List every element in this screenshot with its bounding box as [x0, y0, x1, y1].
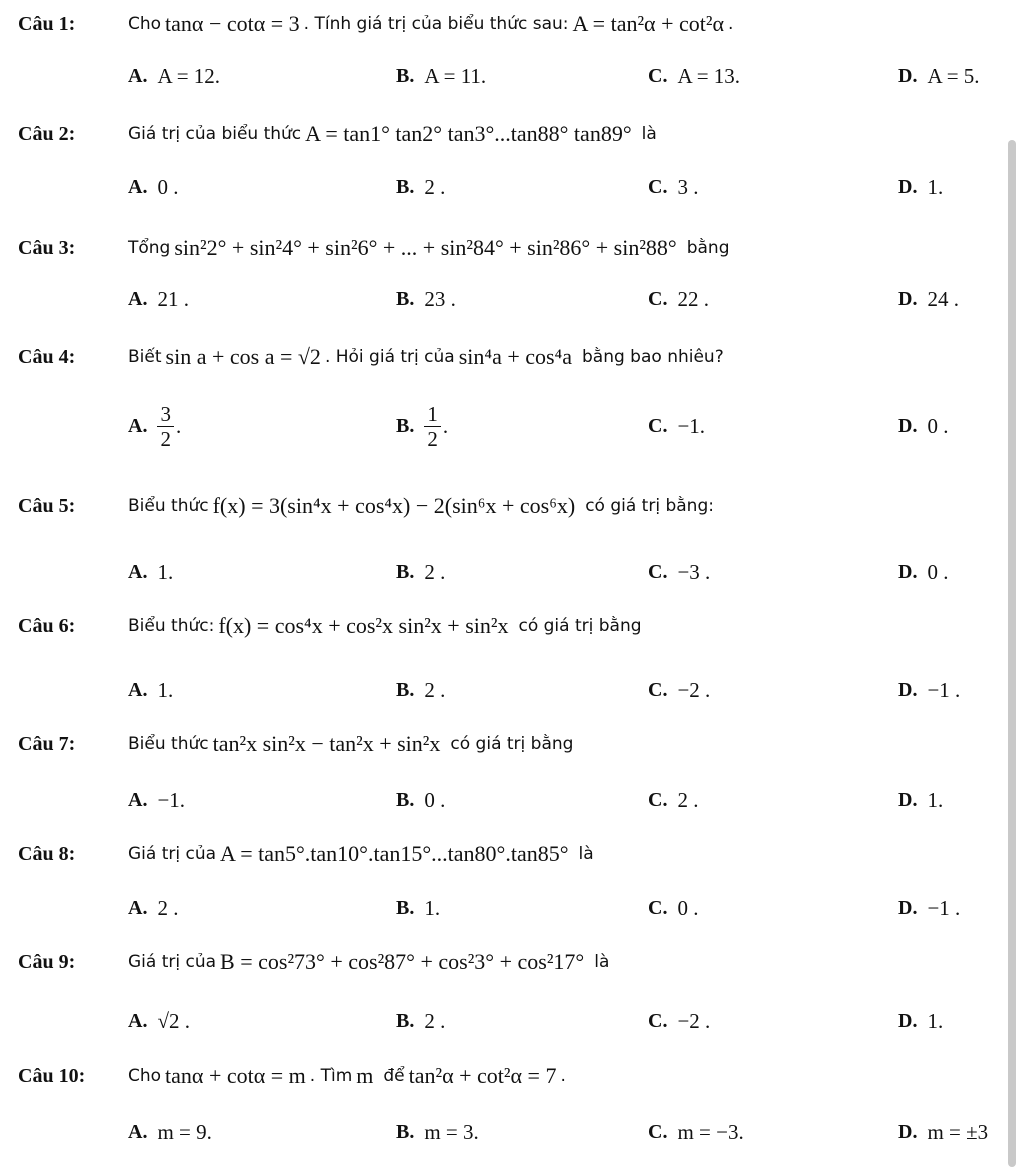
- option-value: m = 3.: [424, 1119, 479, 1144]
- option-b[interactable]: [396, 1001, 445, 1041]
- option-value: 2 .: [424, 1008, 446, 1033]
- question-text: Biểu thức:: [128, 616, 215, 636]
- math-expression: A = tan1° tan2° tan3°...tan88° tan89°: [305, 121, 632, 146]
- question-label: Câu 10:: [18, 1064, 86, 1087]
- option-letter: A.: [128, 678, 148, 701]
- option-a[interactable]: [128, 167, 178, 207]
- option-d[interactable]: [898, 279, 959, 319]
- option-value: m = −3.: [677, 1119, 744, 1144]
- numerator: 1: [424, 402, 441, 427]
- options-row: [0, 279, 1024, 319]
- option-letter: A.: [128, 896, 148, 919]
- question-2: [18, 114, 657, 154]
- option-value: −2 .: [677, 677, 711, 702]
- option-value: 2 .: [424, 677, 446, 702]
- question-label: Câu 9:: [18, 950, 76, 973]
- option-b[interactable]: [396, 670, 445, 710]
- options-row: [0, 1112, 1024, 1152]
- question-text: Biểu thức: [128, 734, 209, 754]
- question-label: Câu 3:: [18, 236, 76, 259]
- option-value: 0 .: [424, 787, 446, 812]
- question-text: Cho: [128, 1066, 162, 1086]
- math-expression: B = cos²73° + cos²87° + cos²3° + cos²17°: [220, 949, 585, 974]
- option-c[interactable]: [648, 670, 710, 710]
- numerator: 3: [157, 402, 174, 427]
- option-value: 3 .: [677, 174, 699, 199]
- question-text: Biết: [128, 347, 162, 367]
- option-c[interactable]: [648, 406, 705, 446]
- option-value: 0 .: [927, 413, 949, 438]
- option-value: 22 .: [677, 286, 709, 311]
- option-letter: C.: [648, 560, 668, 583]
- question-text: là: [594, 952, 610, 972]
- option-c[interactable]: [648, 56, 740, 96]
- option-value: √2 .: [157, 1008, 190, 1033]
- option-letter: B.: [396, 64, 415, 87]
- question-text: là: [641, 124, 657, 144]
- option-value: 23 .: [424, 286, 456, 311]
- question-text: . Tìm: [309, 1066, 353, 1086]
- math-expression: m: [356, 1063, 374, 1088]
- option-d[interactable]: [898, 56, 980, 96]
- option-b[interactable]: [396, 780, 445, 820]
- option-letter: D.: [898, 678, 918, 701]
- option-value: 2 .: [424, 174, 446, 199]
- option-letter: D.: [898, 1009, 918, 1032]
- math-expression: A = tan5°.tan10°.tan15°...tan80°.tan85°: [220, 841, 569, 866]
- option-letter: B.: [396, 896, 415, 919]
- option-letter: B.: [396, 414, 415, 437]
- option-value: 1.: [927, 1008, 944, 1033]
- option-value: 0 .: [157, 174, 179, 199]
- math-expression: tan²α + cot²α = 7: [408, 1063, 557, 1088]
- options-row: [0, 780, 1024, 820]
- option-letter: B.: [396, 788, 415, 811]
- question-text: Cho: [128, 14, 162, 34]
- denominator: 2: [427, 426, 438, 451]
- math-expression: sin a + cos a = √2: [165, 344, 321, 369]
- question-text: bằng bao nhiêu?: [582, 347, 724, 367]
- option-letter: A.: [128, 1009, 148, 1032]
- option-value: A = 5.: [927, 63, 980, 88]
- question-label: Câu 6:: [18, 614, 76, 637]
- option-letter: B.: [396, 175, 415, 198]
- option-c[interactable]: [648, 279, 709, 319]
- question-8: [18, 834, 594, 874]
- option-a[interactable]: [128, 780, 185, 820]
- math-expression: sin⁴a + cos⁴a: [458, 344, 572, 369]
- option-value: 1.: [927, 174, 944, 199]
- question-text: .: [728, 14, 734, 34]
- math-expression: tanα − cotα = 3: [165, 11, 300, 36]
- option-letter: A.: [128, 1120, 148, 1143]
- option-suffix: .: [175, 413, 182, 438]
- option-b[interactable]: [396, 888, 440, 928]
- option-letter: C.: [648, 175, 668, 198]
- option-b[interactable]: [396, 396, 448, 456]
- option-value: −1.: [677, 413, 706, 438]
- option-letter: A.: [128, 287, 148, 310]
- vertical-scrollbar[interactable]: [1008, 140, 1016, 1167]
- math-expression: tan²x sin²x − tan²x + sin²x: [212, 731, 441, 756]
- option-a[interactable]: [128, 1001, 190, 1041]
- option-value: −3 .: [677, 559, 711, 584]
- option-b[interactable]: [396, 56, 486, 96]
- option-value: 24 .: [927, 286, 959, 311]
- option-letter: D.: [898, 287, 918, 310]
- option-c[interactable]: [648, 1001, 710, 1041]
- question-text: Giá trị của: [128, 952, 217, 972]
- option-letter: D.: [898, 788, 918, 811]
- option-letter: D.: [898, 896, 918, 919]
- question-label: Câu 7:: [18, 732, 76, 755]
- option-letter: C.: [648, 287, 668, 310]
- option-letter: B.: [396, 678, 415, 701]
- question-7: [18, 724, 573, 764]
- question-text: Giá trị của: [128, 844, 217, 864]
- option-letter: B.: [396, 560, 415, 583]
- option-a[interactable]: [128, 888, 178, 928]
- math-expression: A = tan²α + cot²α: [572, 11, 724, 36]
- question-text: là: [578, 844, 594, 864]
- option-letter: A.: [128, 64, 148, 87]
- question-label: Câu 1:: [18, 12, 76, 35]
- question-label: Câu 4:: [18, 345, 76, 368]
- fraction: [157, 402, 174, 451]
- option-c[interactable]: [648, 780, 698, 820]
- option-d[interactable]: [898, 167, 943, 207]
- question-text: Biểu thức: [128, 496, 209, 516]
- question-1: [18, 4, 733, 44]
- question-label: Câu 2:: [18, 122, 76, 145]
- question-10: [18, 1056, 566, 1096]
- question-text: Tổng: [128, 238, 171, 258]
- option-value: m = 9.: [157, 1119, 212, 1144]
- option-value: 2 .: [157, 895, 179, 920]
- options-row: [0, 56, 1024, 96]
- question-text: .: [560, 1066, 566, 1086]
- option-value: A = 13.: [677, 63, 741, 88]
- option-value: 1.: [927, 787, 944, 812]
- option-value: A = 11.: [424, 63, 487, 88]
- option-letter: B.: [396, 1120, 415, 1143]
- option-c[interactable]: [648, 552, 710, 592]
- option-b[interactable]: [396, 279, 456, 319]
- option-value: −1 .: [927, 895, 961, 920]
- option-d[interactable]: [898, 780, 943, 820]
- denominator: 2: [160, 426, 171, 451]
- option-d[interactable]: [898, 1001, 943, 1041]
- option-value: −1.: [157, 787, 186, 812]
- option-letter: D.: [898, 414, 918, 437]
- option-letter: A.: [128, 788, 148, 811]
- option-letter: C.: [648, 64, 668, 87]
- options-row: [0, 670, 1024, 710]
- option-c[interactable]: [648, 167, 698, 207]
- option-value: m = ±3: [927, 1119, 989, 1144]
- question-4: [18, 337, 724, 377]
- option-letter: C.: [648, 896, 668, 919]
- question-text: có giá trị bằng: [450, 734, 574, 754]
- option-value: 1.: [157, 559, 174, 584]
- option-value: A = 12.: [157, 63, 221, 88]
- option-letter: C.: [648, 1009, 668, 1032]
- option-c[interactable]: [648, 1112, 744, 1152]
- question-text: . Tính giá trị của biểu thức sau:: [303, 14, 569, 34]
- option-letter: B.: [396, 1009, 415, 1032]
- option-value: 21 .: [157, 286, 189, 311]
- math-expression: f(x) = cos⁴x + cos²x sin²x + sin²x: [218, 613, 509, 638]
- option-letter: C.: [648, 678, 668, 701]
- option-letter: C.: [648, 1120, 668, 1143]
- option-value: 1.: [157, 677, 174, 702]
- options-row: [0, 401, 1024, 451]
- option-a[interactable]: [128, 1112, 212, 1152]
- math-expression: f(x) = 3(sin⁴x + cos⁴x) − 2(sin⁶x + cos⁶x): [212, 493, 576, 518]
- question-label: Câu 5:: [18, 494, 76, 517]
- option-value: 0 .: [927, 559, 949, 584]
- option-d[interactable]: [898, 552, 948, 592]
- option-a[interactable]: [128, 56, 220, 96]
- question-6: [18, 606, 642, 646]
- option-letter: A.: [128, 560, 148, 583]
- question-text: bằng: [686, 238, 730, 258]
- option-value: −1 .: [927, 677, 961, 702]
- option-c[interactable]: [648, 888, 698, 928]
- fraction: [424, 402, 441, 451]
- question-3: [18, 228, 730, 268]
- options-row: [0, 888, 1024, 928]
- question-text: có giá trị bằng: [518, 616, 642, 636]
- question-text: có giá trị bằng:: [585, 496, 714, 516]
- option-value: 2 .: [677, 787, 699, 812]
- option-a[interactable]: [128, 552, 173, 592]
- option-letter: C.: [648, 414, 668, 437]
- question-label: Câu 8:: [18, 842, 76, 865]
- option-a[interactable]: [128, 279, 189, 319]
- question-text: để: [383, 1066, 405, 1086]
- option-value: 0 .: [677, 895, 699, 920]
- option-letter: A.: [128, 175, 148, 198]
- option-value: 1.: [424, 895, 441, 920]
- options-row: [0, 1001, 1024, 1041]
- option-b[interactable]: [396, 167, 445, 207]
- option-letter: C.: [648, 788, 668, 811]
- option-suffix: .: [442, 413, 449, 438]
- option-letter: A.: [128, 414, 148, 437]
- option-letter: B.: [396, 287, 415, 310]
- question-9: [18, 942, 609, 982]
- option-letter: D.: [898, 64, 918, 87]
- question-5: [18, 486, 714, 526]
- option-b[interactable]: [396, 552, 445, 592]
- option-a[interactable]: [128, 670, 173, 710]
- math-expression: sin²2° + sin²4° + sin²6° + ... + sin²84° + sin²86° + sin²88°: [174, 235, 677, 260]
- option-b[interactable]: [396, 1112, 479, 1152]
- question-text: . Hỏi giá trị của: [324, 347, 455, 367]
- option-d[interactable]: [898, 888, 960, 928]
- option-value: −2 .: [677, 1008, 711, 1033]
- option-a[interactable]: [128, 396, 181, 456]
- option-value: 2 .: [424, 559, 446, 584]
- option-d[interactable]: [898, 670, 960, 710]
- options-row: [0, 167, 1024, 207]
- option-letter: D.: [898, 560, 918, 583]
- option-letter: D.: [898, 175, 918, 198]
- option-letter: D.: [898, 1120, 918, 1143]
- option-d[interactable]: [898, 406, 948, 446]
- options-row: [0, 552, 1024, 592]
- option-d[interactable]: [898, 1112, 988, 1152]
- math-expression: tanα + cotα = m: [165, 1063, 306, 1088]
- question-text: Giá trị của biểu thức: [128, 124, 302, 144]
